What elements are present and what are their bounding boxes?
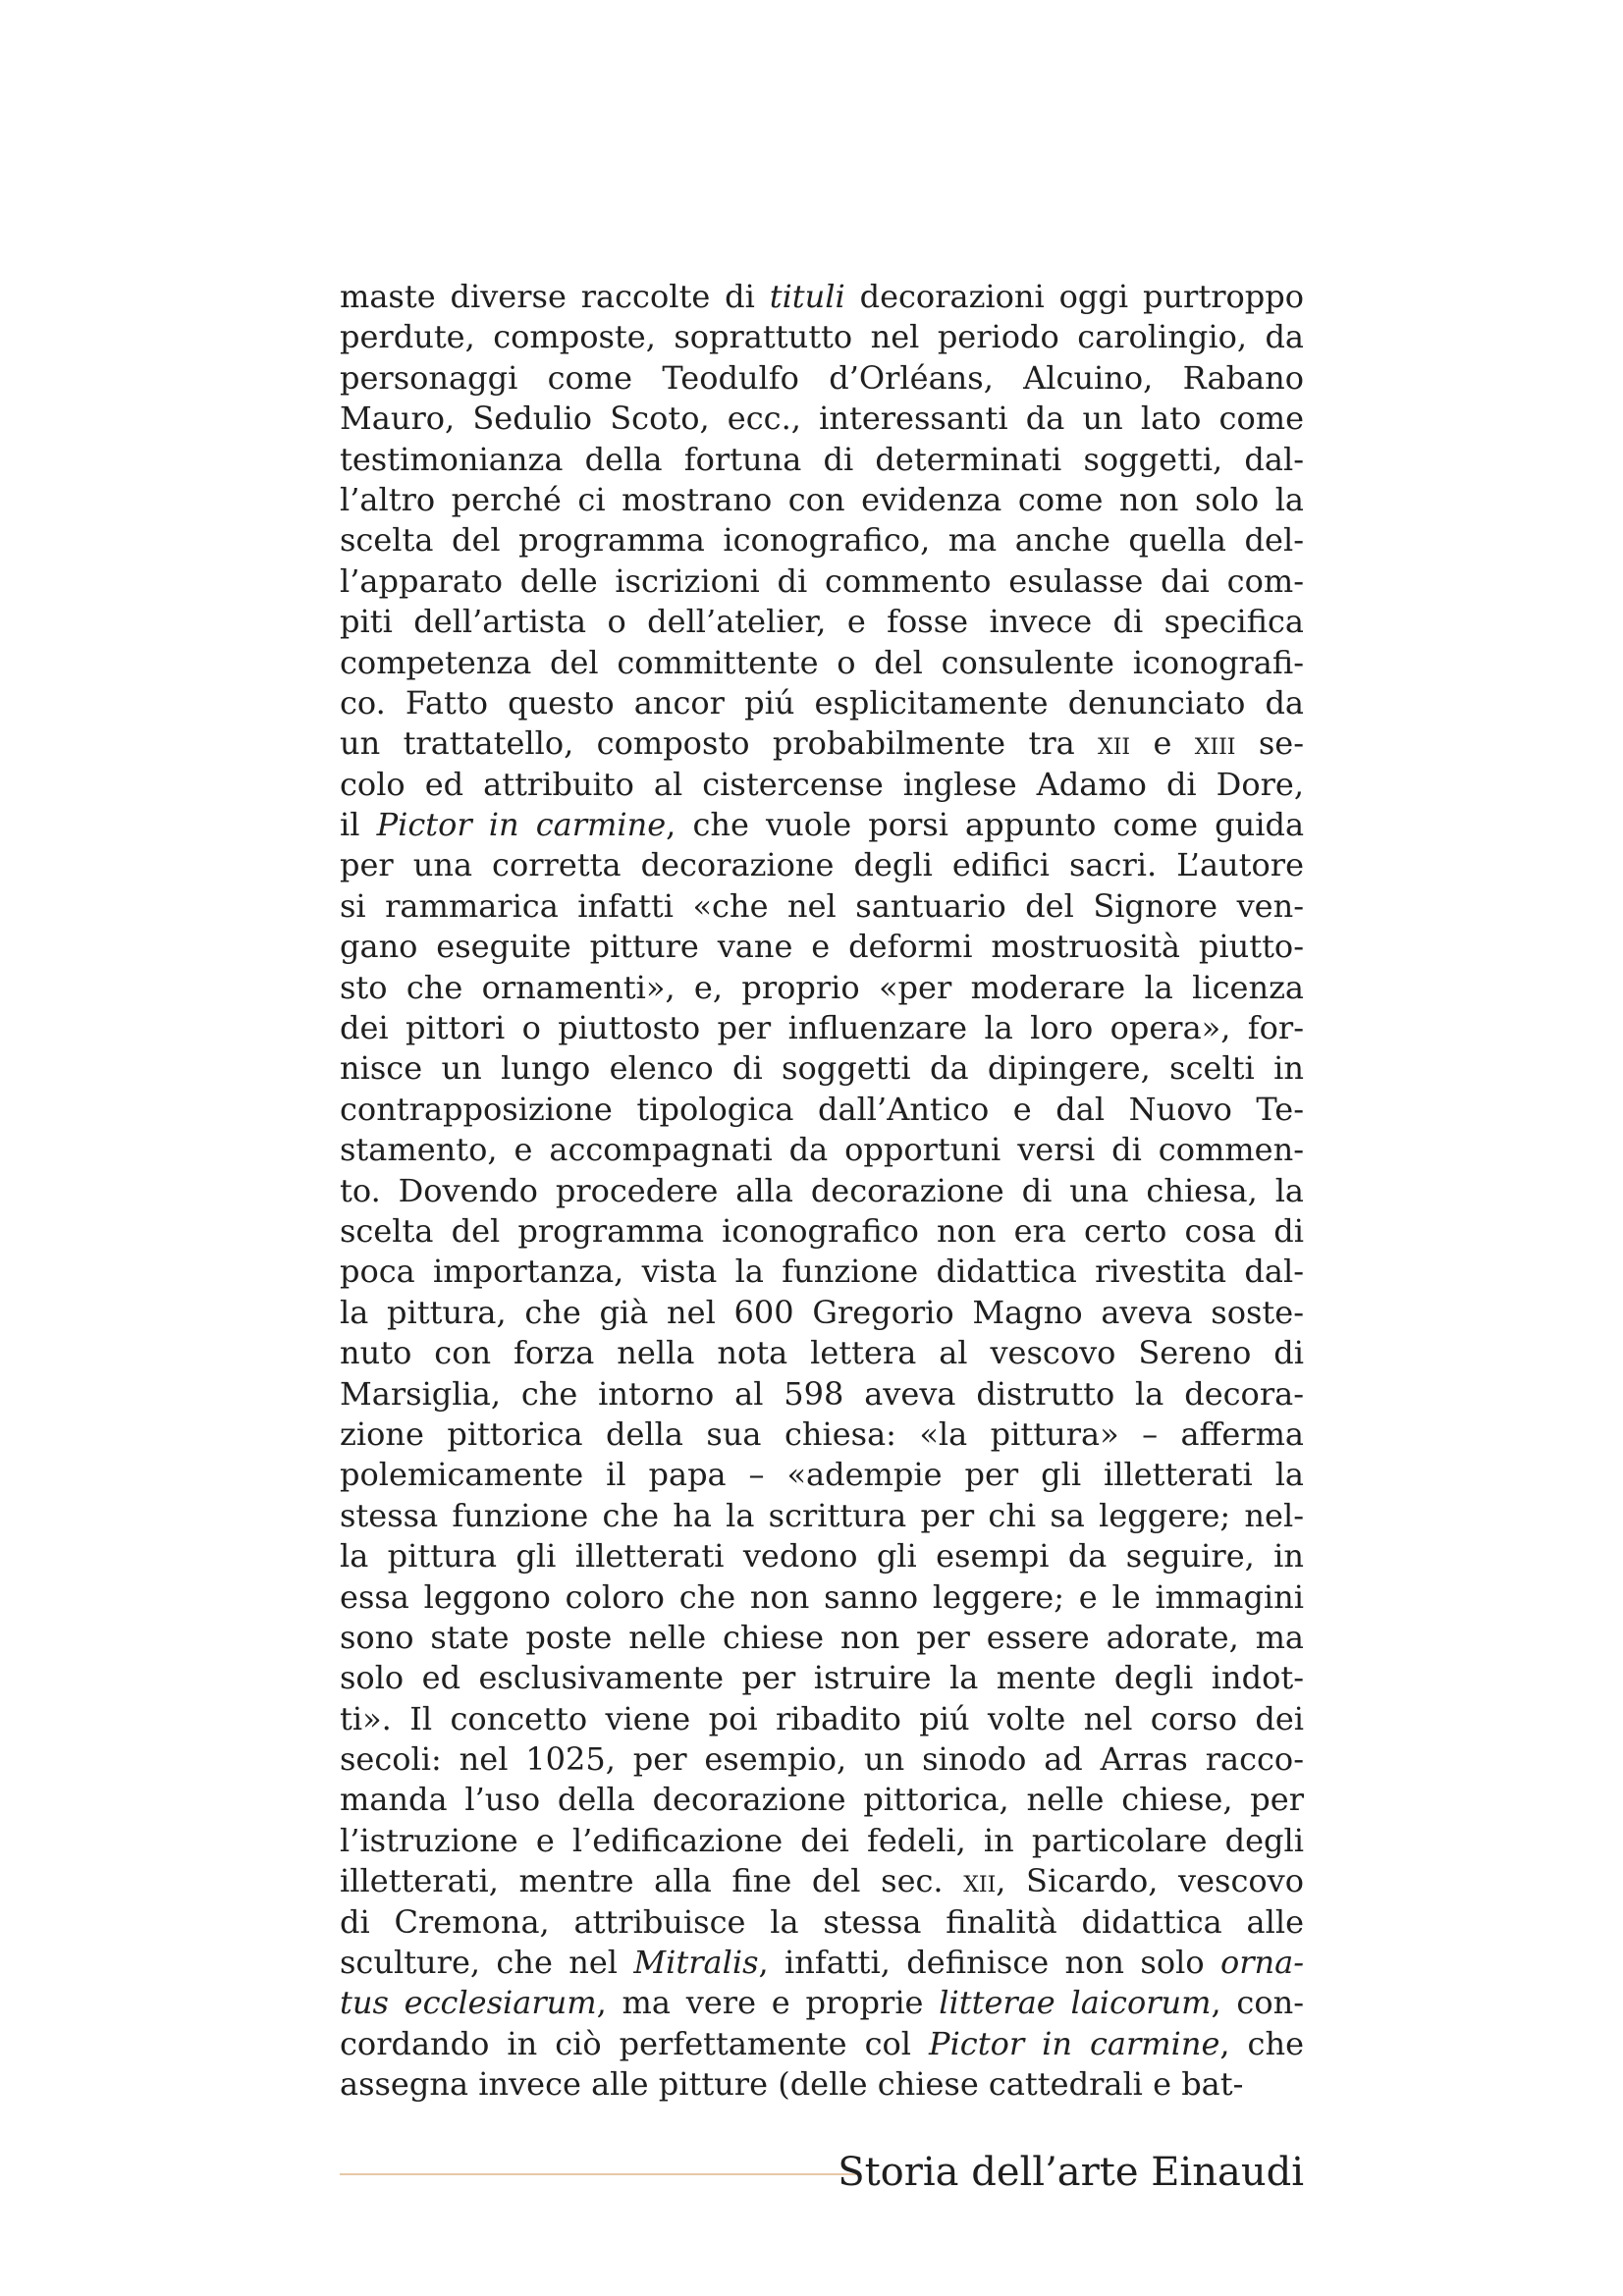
- text-line: [340, 1943, 1304, 1983]
- text-segment: e: [1130, 724, 1195, 763]
- text-segment: per una corretta decorazione degli edifici sacri. L’autore: [340, 846, 1304, 884]
- text-line: [340, 277, 1304, 317]
- text-line: [340, 1090, 1304, 1130]
- text-segment: se-: [1235, 724, 1305, 763]
- text-line: [340, 1415, 1304, 1455]
- text-line: [340, 440, 1304, 480]
- footer-rule: [340, 2173, 860, 2175]
- text-segment: sono state poste nelle chiese non per essere adorate, ma: [340, 1618, 1304, 1656]
- text-segment: personaggi come Teodulfo d’Orléans, Alcuino, Rabano: [340, 358, 1304, 397]
- text-line: [340, 1048, 1304, 1089]
- text-line: [340, 399, 1304, 439]
- text-line: [340, 1821, 1304, 1861]
- text-line: [340, 317, 1304, 357]
- text-segment: l’apparato delle iscrizioni di commento esulasse dai com-: [340, 561, 1304, 600]
- text-line: [340, 1455, 1304, 1495]
- text-line: [340, 2024, 1304, 2064]
- text-line: [340, 520, 1304, 561]
- text-segment: , che: [1219, 2024, 1305, 2062]
- text-line: [340, 765, 1304, 805]
- text-line: [340, 1902, 1304, 1943]
- italic-text: Pictor in carmine: [376, 806, 667, 844]
- text-segment: l’altro perché ci mostrano con evidenza come non solo la: [340, 480, 1304, 518]
- italic-text: tituli: [769, 278, 845, 315]
- text-segment: si rammarica infatti «che nel santuario del Signore ven-: [340, 886, 1304, 925]
- text-segment: secoli: nel 1025, per esempio, un sinodo ad Arras racco-: [340, 1740, 1304, 1779]
- roman-numeral: xiii: [1194, 724, 1236, 763]
- text-line: [340, 968, 1304, 1008]
- text-segment: , infatti, definisce non solo: [758, 1944, 1220, 1982]
- text-segment: sto che ornamenti», e, proprio «per moderare la licenza: [340, 968, 1304, 1006]
- text-segment: stamento, e accompagnati da opportuni versi di commen-: [340, 1131, 1304, 1169]
- italic-text: litterae laicorum: [939, 1984, 1212, 2022]
- text-line: [340, 1780, 1304, 1820]
- text-segment: la pittura, che già nel 600 Gregorio Magno aveva soste-: [340, 1293, 1304, 1331]
- text-line: [340, 1658, 1304, 1698]
- text-segment: , con-: [1211, 1984, 1305, 2022]
- text-segment: decorazioni oggi purtroppo: [844, 278, 1305, 315]
- text-segment: un trattatello, composto probabilmente tra: [340, 724, 1099, 763]
- page-footer: [340, 2150, 1304, 2209]
- text-line: [340, 845, 1304, 885]
- text-segment: , ma vere e proprie: [596, 1984, 940, 2022]
- roman-numeral: xii: [963, 1862, 997, 1900]
- text-line: [340, 1739, 1304, 1780]
- text-line: [340, 1171, 1304, 1211]
- text-segment: polemicamente il papa – «adempie per gli illetterati la: [340, 1456, 1304, 1494]
- text-line: [340, 1252, 1304, 1292]
- text-segment: la pittura gli illetterati vedono gli esempi da seguire, in: [340, 1537, 1304, 1575]
- italic-text: Mitralis: [633, 1944, 759, 1982]
- text-line: [340, 561, 1304, 602]
- text-line: [340, 602, 1304, 642]
- text-segment: il: [340, 806, 377, 844]
- text-segment: cordando in ciò perfettamente col: [340, 2024, 930, 2062]
- text-line: [340, 723, 1304, 764]
- text-segment: competenza del committente o del consulente iconografi-: [340, 643, 1304, 681]
- text-segment: scelta del programma iconografico non era certo cosa di: [340, 1211, 1304, 1250]
- text-segment: essa leggono coloro che non sanno leggere; e le immagini: [340, 1577, 1304, 1616]
- text-segment: scelta del programma iconografico, ma anche quella del-: [340, 521, 1304, 560]
- text-segment: , Sicardo, vescovo: [996, 1862, 1305, 1900]
- text-line: [340, 886, 1304, 927]
- text-line: [340, 1496, 1304, 1536]
- text-segment: assegna invece alle pitture (delle chiese cattedrali e bat-: [340, 2065, 1244, 2104]
- italic-text: tus ecclesiarum: [340, 1984, 597, 2022]
- text-line: [340, 1699, 1304, 1739]
- text-segment: , che vuole porsi appunto come guida: [666, 806, 1305, 844]
- text-segment: piti dell’artista o dell’atelier, e fosse invece di specifica: [340, 603, 1304, 641]
- text-line: [340, 643, 1304, 683]
- text-segment: testimonianza della fortuna di determinati soggetti, dal-: [340, 440, 1304, 478]
- text-segment: ti». Il concetto viene poi ribadito piú volte nel corso dei: [340, 1699, 1304, 1737]
- text-segment: stessa funzione che ha la scrittura per chi sa leggere; nel-: [340, 1496, 1304, 1534]
- text-segment: illetterati, mentre alla fine del sec.: [340, 1862, 964, 1900]
- text-segment: poca importanza, vista la funzione didattica rivestita dal-: [340, 1253, 1304, 1291]
- text-line: [340, 1008, 1304, 1048]
- text-segment: l’istruzione e l’edificazione dei fedeli, in particolare degli: [340, 1821, 1304, 1859]
- footer-title: Storia dell’arte Einaudi: [838, 2150, 1304, 2195]
- text-line: [340, 1211, 1304, 1252]
- text-segment: Marsiglia, che intorno al 598 aveva distrutto la decora-: [340, 1374, 1304, 1413]
- text-segment: colo ed attribuito al cistercense inglese Adamo di Dore,: [340, 765, 1304, 803]
- text-segment: zione pittorica della sua chiesa: «la pittura» – afferma: [340, 1415, 1304, 1453]
- text-line: [340, 1618, 1304, 1658]
- text-segment: maste diverse raccolte di: [340, 278, 770, 315]
- text-line: [340, 1536, 1304, 1576]
- text-segment: nuto con forza nella nota lettera al vescovo Sereno di: [340, 1334, 1304, 1372]
- text-line: [340, 1333, 1304, 1373]
- text-segment: sculture, che nel: [340, 1944, 634, 1982]
- text-line: [340, 1577, 1304, 1618]
- text-segment: dei pittori o piuttosto per influenzare la loro opera», for-: [340, 1009, 1304, 1047]
- text-segment: nisce un lungo elenco di soggetti da dipingere, scelti in: [340, 1049, 1304, 1088]
- italic-text: Pictor in carmine: [929, 2024, 1220, 2062]
- text-segment: contrapposizione tipologica dall’Antico e dal Nuovo Te-: [340, 1090, 1304, 1128]
- text-line: [340, 927, 1304, 967]
- italic-text: orna-: [1219, 1944, 1304, 1982]
- text-line: [340, 1983, 1304, 2023]
- body-text: [340, 277, 1304, 2106]
- text-line: [340, 480, 1304, 520]
- text-segment: manda l’uso della decorazione pittorica, nelle chiese, per: [340, 1781, 1304, 1819]
- text-segment: to. Dovendo procedere alla decorazione di una chiesa, la: [340, 1171, 1304, 1209]
- text-line: [340, 2064, 1304, 2105]
- text-segment: perdute, composte, soprattutto nel periodo carolingio, da: [340, 318, 1304, 356]
- text-segment: di Cremona, attribuisce la stessa finalità didattica alle: [340, 1902, 1304, 1941]
- text-segment: co. Fatto questo ancor piú esplicitamente denunciato da: [340, 683, 1304, 721]
- text-line: [340, 683, 1304, 723]
- text-line: [340, 1374, 1304, 1415]
- text-line: [340, 1293, 1304, 1333]
- text-line: [340, 805, 1304, 845]
- text-segment: gano eseguite pitture vane e deformi mostruosità piutto-: [340, 928, 1304, 966]
- roman-numeral: xii: [1098, 724, 1131, 763]
- text-segment: Mauro, Sedulio Scoto, ecc., interessanti da un lato come: [340, 400, 1304, 438]
- text-line: [340, 358, 1304, 399]
- text-line: [340, 1861, 1304, 1901]
- text-segment: solo ed esclusivamente per istruire la mente degli indot-: [340, 1659, 1304, 1697]
- text-line: [340, 1130, 1304, 1170]
